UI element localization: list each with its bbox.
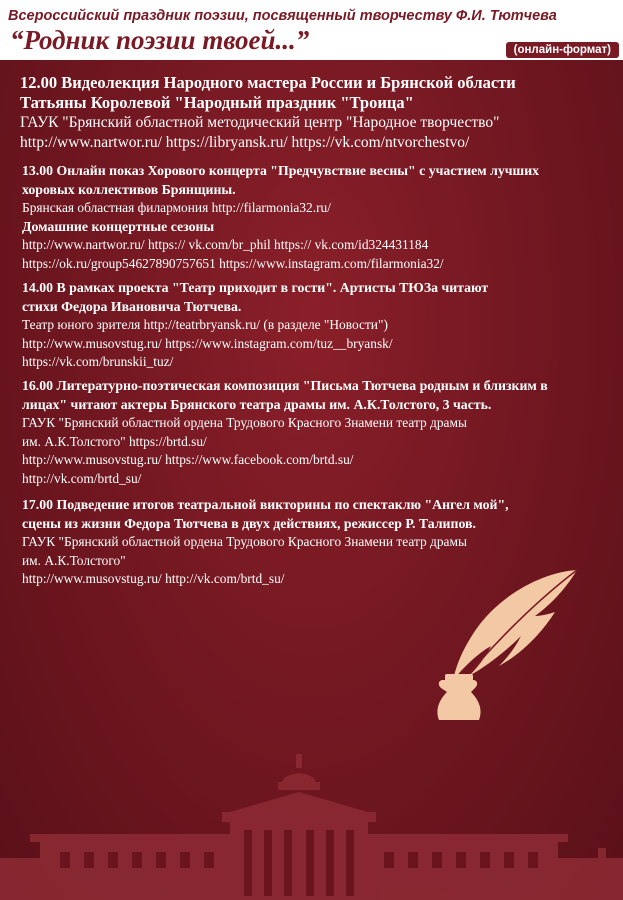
event-heading: Татьяны Королевой "Народный праздник "Троица": [20, 93, 414, 112]
event-organizer[interactable]: Театр юного зрителя http://teatrbryansk.ru/ (в разделе "Новости"): [22, 317, 388, 332]
festival-subtitle: Всероссийский праздник поэзии, посвященный творчеству Ф.И. Тютчева: [8, 8, 557, 24]
program-item: [22, 279, 488, 372]
event-heading: 16.00 Литературно-поэтическая композиция "Письма Тютчева родным и близким в: [22, 378, 548, 393]
theatre-building-silhouette: [0, 740, 623, 900]
event-links[interactable]: https://ok.ru/group54627890757651 https://www.instagram.com/filarmonia32/: [22, 255, 444, 271]
event-links[interactable]: http://www.nartwor.ru/ https:// vk.com/br_phil https:// vk.com/id324431184: [22, 237, 429, 252]
event-organizer: ГАУК "Брянский областной ордена Трудового Красного Знамени театр драмы: [22, 534, 467, 549]
festival-title: “Родник поэзии твоей...”: [10, 25, 310, 55]
event-organizer: им. А.К.Толстого": [22, 552, 126, 568]
event-heading: 12.00 Видеолекция Народного мастера России и Брянской области: [20, 73, 516, 92]
event-heading: стихи Федора Ивановича Тютчева.: [22, 298, 242, 314]
event-links[interactable]: https://vk.com/brunskii_tuz/: [22, 354, 174, 369]
online-format-badge: (онлайн-формат): [506, 42, 619, 58]
event-links[interactable]: http://www.nartwor.ru/ https://libryansk.ru/ https://vk.com/ntvorchestvo/: [20, 134, 470, 151]
program-item: [22, 162, 539, 273]
event-links[interactable]: http://www.musovstug.ru/ https://www.instagram.com/tuz__bryansk/: [22, 335, 393, 351]
event-links[interactable]: http://www.musovstug.ru/ https://www.facebook.com/brtd.su/: [22, 452, 354, 467]
event-links[interactable]: http://www.musovstug.ru/ http://vk.com/brtd_su/: [22, 571, 285, 586]
event-organizer: ГАУК "Брянский областной ордена Трудового Красного Знамени театр драмы: [22, 415, 467, 430]
program-item: [22, 377, 548, 488]
event-organizer: ГАУК "Брянский областной методический центр "Народное творчество": [20, 114, 500, 131]
event-heading: сцены из жизни Федора Тютчева в двух действиях, режиссер Р. Талипов.: [22, 515, 476, 531]
header-banner: [0, 0, 623, 60]
event-links[interactable]: http://vk.com/brtd_su/: [22, 470, 142, 486]
event-heading: хоровых коллективов Брянщины.: [22, 181, 236, 197]
event-heading: лицах" читают актеры Брянского театра драмы им. А.К.Толстого, 3 часть.: [22, 396, 492, 412]
event-heading: 14.00 В рамках проекта "Театр приходит в гости". Артисты ТЮЗа читают: [22, 280, 489, 295]
program-item: [20, 73, 516, 153]
event-subheading: Домашние концертные сезоны: [22, 218, 215, 234]
quill-inkwell-icon: [425, 562, 585, 727]
event-heading: 17.00 Подведение итогов театральной викторины по спектаклю "Ангел мой",: [22, 497, 509, 512]
event-heading: 13.00 Онлайн показ Хорового концерта "Предчувствие весны" с участием лучших: [22, 163, 540, 178]
event-organizer[interactable]: Брянская областная филармония http://filarmonia32.ru/: [22, 200, 331, 215]
event-organizer[interactable]: им. А.К.Толстого" https://brtd.su/: [22, 433, 207, 449]
